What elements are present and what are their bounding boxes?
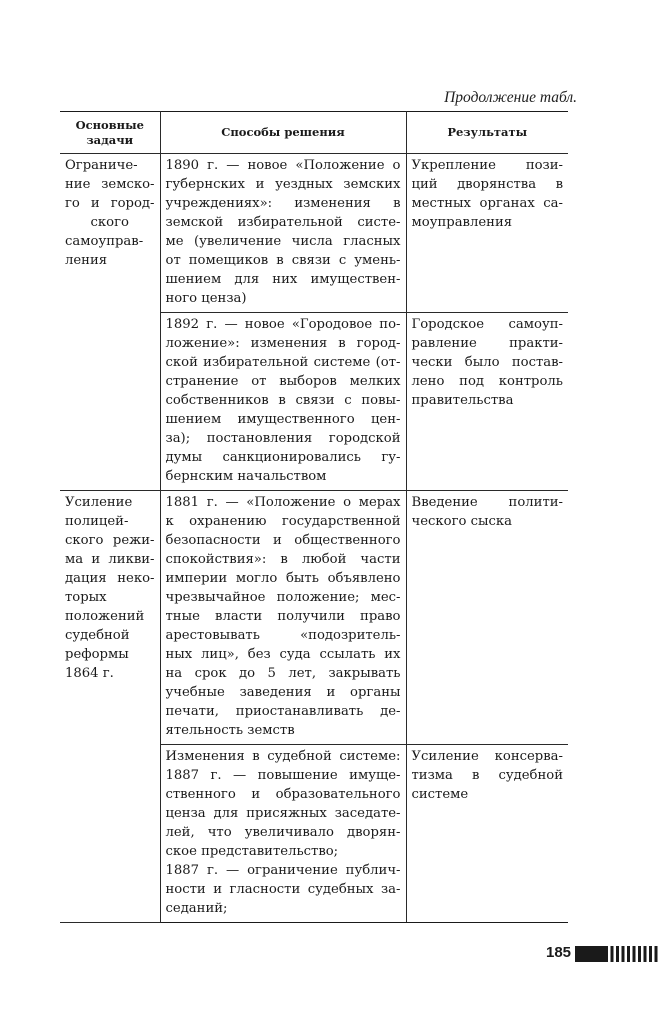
method-line: думы санкционировались гу-	[165, 450, 401, 465]
method-line: на срок до 5 лет, закрывать	[165, 666, 401, 681]
task-line: Усиление	[65, 495, 133, 510]
method-line: за); постановления городской	[165, 431, 401, 446]
result-line: правительства	[411, 393, 514, 408]
method-cell	[160, 154, 406, 313]
task-line: положений	[65, 609, 145, 624]
result-line: Укрепление пози-	[411, 158, 563, 173]
result-line: ческого сыска	[411, 514, 513, 529]
method-line: чрезвычайное положение; мес-	[165, 590, 401, 605]
task-line: торых	[65, 590, 107, 605]
task-line: Ограниче-	[65, 158, 138, 173]
result-line: Введение полити-	[411, 495, 563, 510]
header-tasks-line: Основные	[75, 117, 144, 132]
method-line: Изменения в судебной системе:	[165, 749, 401, 764]
result-line: ций дворянства в	[411, 177, 563, 192]
task-line: ского режи-	[65, 533, 155, 548]
method-line: безопасности и общественного	[165, 533, 401, 548]
task-line: ления	[65, 253, 108, 268]
method-line: земской избирательной систе-	[165, 215, 401, 230]
result-line: равление практи-	[411, 336, 563, 351]
task-cell	[60, 491, 160, 923]
method-line: ское представительство;	[165, 844, 339, 859]
method-line: тные власти получили право	[165, 609, 401, 624]
method-line: губернских и уездных земских	[165, 177, 401, 192]
reforms-table	[60, 111, 568, 923]
decoration-stripes	[605, 946, 660, 962]
task-line: самоуправ-	[65, 234, 144, 249]
method-line: странение от выборов мелких	[165, 374, 401, 389]
page-edge-decoration	[575, 946, 660, 962]
method-line: ных лиц», без суда ссылать их	[165, 647, 401, 662]
result-line: системе	[411, 787, 469, 802]
method-line: от помещиков в связи с умень-	[165, 253, 401, 268]
header-methods: Способы решения	[160, 112, 406, 154]
method-line: ложение»: изменения в город-	[165, 336, 401, 351]
method-line: 1892 г. — новое «Городовое по-	[165, 317, 401, 332]
method-cell	[160, 745, 406, 923]
method-line: 1881 г. — «Положение о мерах	[165, 495, 401, 510]
method-line: ской избирательной системе (от-	[165, 355, 401, 370]
table-header-row	[60, 112, 568, 154]
method-line: собственников в связи с повы-	[165, 393, 401, 408]
method-line: лей, что увеличивало дворян-	[165, 825, 401, 840]
table-row	[60, 491, 568, 745]
method-line: арестовывать «подозритель-	[165, 628, 401, 643]
method-line: 1887 г. — ограничение публич-	[165, 863, 401, 878]
result-line: Городское самоуп-	[411, 317, 563, 332]
method-cell	[160, 491, 406, 745]
page-number: 185	[546, 944, 572, 961]
header-tasks-line: задачи	[86, 132, 134, 147]
decoration-solid-bar	[575, 946, 605, 962]
result-line: Усиление консерва-	[411, 749, 563, 764]
method-line: учреждениях»: изменения в	[165, 196, 401, 211]
method-line: ности и гласности судебных за-	[165, 882, 401, 897]
result-line: моуправления	[411, 215, 513, 230]
task-line: судебной	[65, 628, 130, 643]
table-continuation-caption: Продолжение табл.	[444, 89, 577, 106]
method-line: шением для них имуществен-	[165, 272, 401, 287]
result-line: местных органах са-	[411, 196, 563, 211]
method-line: учебные заведения и органы	[165, 685, 401, 700]
method-line: седаний;	[165, 901, 228, 916]
method-line: ятельность земств	[165, 723, 295, 738]
method-line: ме (увеличение числа гласных	[165, 234, 401, 249]
task-line: реформы	[65, 647, 129, 662]
method-line: ственного и образовательного	[165, 787, 401, 802]
task-line: 1864 г.	[65, 666, 114, 681]
result-line: тизма в судебной	[411, 768, 563, 783]
result-line: чески было постав-	[411, 355, 563, 370]
task-line: ского	[90, 215, 129, 230]
result-cell	[406, 491, 568, 745]
task-line: го и город-	[65, 196, 155, 211]
method-line: 1890 г. — новое «Положение о	[165, 158, 401, 173]
method-line: к охранению государственной	[165, 514, 401, 529]
method-line: ного ценза)	[165, 291, 247, 306]
method-line: 1887 г. — повышение имуще-	[165, 768, 401, 783]
task-cell	[60, 154, 160, 491]
task-line: дация неко-	[65, 571, 155, 586]
result-cell	[406, 154, 568, 313]
method-line: печати, приостанавливать де-	[165, 704, 401, 719]
result-line: лено под контроль	[411, 374, 563, 389]
task-line: полицей-	[65, 514, 129, 529]
result-cell	[406, 313, 568, 491]
task-line: ма и ликви-	[65, 552, 155, 567]
method-line: ценза для присяжных заседате-	[165, 806, 401, 821]
method-line: шением имущественного цен-	[165, 412, 401, 427]
method-line: бернским начальством	[165, 469, 327, 484]
method-line: спокойствия»: в любой части	[165, 552, 401, 567]
result-cell	[406, 745, 568, 923]
method-cell	[160, 313, 406, 491]
method-line: империи могло быть объявлено	[165, 571, 401, 586]
table-row	[60, 154, 568, 313]
header-tasks	[60, 112, 160, 154]
task-line: ние земско-	[65, 177, 155, 192]
header-results: Результаты	[406, 112, 568, 154]
